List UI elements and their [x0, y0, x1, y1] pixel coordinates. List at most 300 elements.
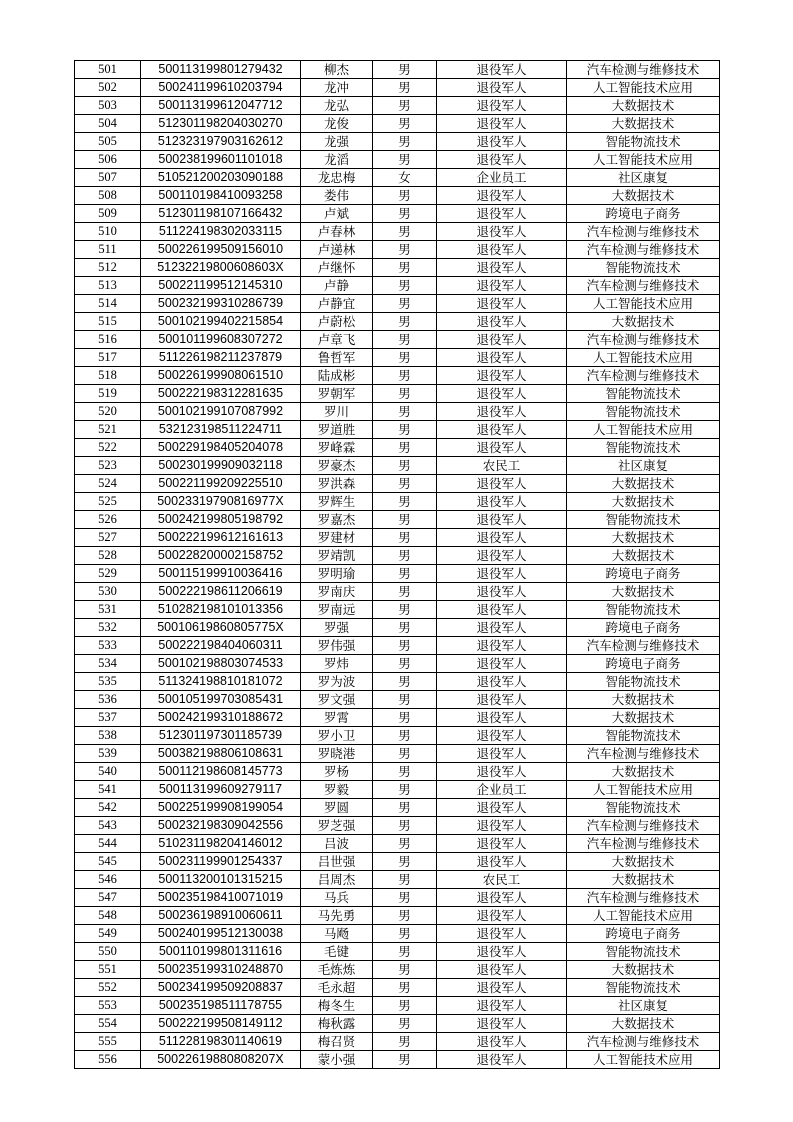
table-row: [75, 727, 720, 745]
table-row: [75, 187, 720, 205]
row-number-cell: 528: [75, 547, 141, 565]
table-row: [75, 673, 720, 691]
row-number-cell: 534: [75, 655, 141, 673]
major-cell: 大数据技术: [567, 709, 720, 727]
category-cell: 退役军人: [437, 1015, 567, 1033]
name-cell: 卢蔚松: [301, 313, 373, 331]
row-number-cell: 545: [75, 853, 141, 871]
id-number-cell: 500235199310248870: [141, 961, 301, 979]
category-cell: 退役军人: [437, 511, 567, 529]
row-number-cell: 533: [75, 637, 141, 655]
name-cell: 娄伟: [301, 187, 373, 205]
name-cell: 卢斌: [301, 205, 373, 223]
gender-cell: 男: [373, 655, 437, 673]
category-cell: 退役军人: [437, 673, 567, 691]
table-row: [75, 817, 720, 835]
gender-cell: 男: [373, 1015, 437, 1033]
row-number-cell: 532: [75, 619, 141, 637]
category-cell: 农民工: [437, 871, 567, 889]
major-cell: 跨境电子商务: [567, 655, 720, 673]
name-cell: 罗辉生: [301, 493, 373, 511]
major-cell: 社区康复: [567, 169, 720, 187]
id-number-cell: 51232219800608603X: [141, 259, 301, 277]
major-cell: 大数据技术: [567, 691, 720, 709]
major-cell: 大数据技术: [567, 313, 720, 331]
table-row: [75, 367, 720, 385]
name-cell: 龙冲: [301, 79, 373, 97]
name-cell: 罗靖凯: [301, 547, 373, 565]
row-number-cell: 535: [75, 673, 141, 691]
category-cell: 退役军人: [437, 1033, 567, 1051]
major-cell: 跨境电子商务: [567, 925, 720, 943]
name-cell: 毛永超: [301, 979, 373, 997]
table-row: [75, 241, 720, 259]
name-cell: 卢继怀: [301, 259, 373, 277]
major-cell: 智能物流技术: [567, 385, 720, 403]
id-number-cell: 500226199509156010: [141, 241, 301, 259]
name-cell: 罗伟强: [301, 637, 373, 655]
id-number-cell: 500232198309042556: [141, 817, 301, 835]
id-number-cell: 500236198910060611: [141, 907, 301, 925]
row-number-cell: 508: [75, 187, 141, 205]
id-number-cell: 500113199801279432: [141, 61, 301, 79]
name-cell: 罗霄: [301, 709, 373, 727]
gender-cell: 男: [373, 331, 437, 349]
id-number-cell: 511228198301140619: [141, 1033, 301, 1051]
category-cell: 退役军人: [437, 655, 567, 673]
major-cell: 汽车检测与维修技术: [567, 223, 720, 241]
category-cell: 退役军人: [437, 961, 567, 979]
name-cell: 龙俊: [301, 115, 373, 133]
name-cell: 罗道胜: [301, 421, 373, 439]
table-row: [75, 457, 720, 475]
id-number-cell: 500232199310286739: [141, 295, 301, 313]
id-number-cell: 512323197903162612: [141, 133, 301, 151]
major-cell: 大数据技术: [567, 961, 720, 979]
major-cell: 大数据技术: [567, 583, 720, 601]
id-number-cell: 500242199805198792: [141, 511, 301, 529]
row-number-cell: 548: [75, 907, 141, 925]
category-cell: 企业员工: [437, 169, 567, 187]
row-number-cell: 514: [75, 295, 141, 313]
table-row: [75, 349, 720, 367]
row-number-cell: 502: [75, 79, 141, 97]
name-cell: 罗为波: [301, 673, 373, 691]
gender-cell: 男: [373, 223, 437, 241]
major-cell: 汽车检测与维修技术: [567, 889, 720, 907]
row-number-cell: 543: [75, 817, 141, 835]
gender-cell: 男: [373, 403, 437, 421]
table-row: [75, 745, 720, 763]
row-number-cell: 520: [75, 403, 141, 421]
table-row: [75, 691, 720, 709]
table-row: [75, 331, 720, 349]
major-cell: 智能物流技术: [567, 601, 720, 619]
category-cell: 退役军人: [437, 295, 567, 313]
major-cell: 智能物流技术: [567, 673, 720, 691]
id-number-cell: 500110199801311616: [141, 943, 301, 961]
name-cell: 龙忠梅: [301, 169, 373, 187]
table-row: [75, 709, 720, 727]
major-cell: 智能物流技术: [567, 259, 720, 277]
row-number-cell: 526: [75, 511, 141, 529]
row-number-cell: 551: [75, 961, 141, 979]
gender-cell: 男: [373, 835, 437, 853]
table-row: [75, 277, 720, 295]
table-row: [75, 313, 720, 331]
id-number-cell: 500229198405204078: [141, 439, 301, 457]
major-cell: 大数据技术: [567, 493, 720, 511]
row-number-cell: 541: [75, 781, 141, 799]
row-number-cell: 515: [75, 313, 141, 331]
id-number-cell: 510231198204146012: [141, 835, 301, 853]
category-cell: 退役军人: [437, 583, 567, 601]
roster-table: [74, 60, 720, 1069]
id-number-cell: 500222199508149112: [141, 1015, 301, 1033]
row-number-cell: 525: [75, 493, 141, 511]
gender-cell: 男: [373, 583, 437, 601]
row-number-cell: 504: [75, 115, 141, 133]
gender-cell: 男: [373, 97, 437, 115]
row-number-cell: 519: [75, 385, 141, 403]
name-cell: 陆成彬: [301, 367, 373, 385]
category-cell: 退役军人: [437, 709, 567, 727]
row-number-cell: 538: [75, 727, 141, 745]
name-cell: 梅召贤: [301, 1033, 373, 1051]
gender-cell: 男: [373, 763, 437, 781]
id-number-cell: 500115199910036416: [141, 565, 301, 583]
name-cell: 罗杨: [301, 763, 373, 781]
id-number-cell: 500231199901254337: [141, 853, 301, 871]
row-number-cell: 513: [75, 277, 141, 295]
gender-cell: 男: [373, 601, 437, 619]
id-number-cell: 500240199512130038: [141, 925, 301, 943]
gender-cell: 男: [373, 457, 437, 475]
id-number-cell: 512301198204030270: [141, 115, 301, 133]
id-number-cell: 50023319790816977X: [141, 493, 301, 511]
row-number-cell: 523: [75, 457, 141, 475]
table-row: [75, 637, 720, 655]
category-cell: 退役军人: [437, 331, 567, 349]
gender-cell: 男: [373, 817, 437, 835]
major-cell: 人工智能技术应用: [567, 295, 720, 313]
id-number-cell: 500226199908061510: [141, 367, 301, 385]
gender-cell: 男: [373, 997, 437, 1015]
gender-cell: 男: [373, 925, 437, 943]
major-cell: 大数据技术: [567, 763, 720, 781]
name-cell: 龙滔: [301, 151, 373, 169]
major-cell: 智能物流技术: [567, 511, 720, 529]
major-cell: 大数据技术: [567, 475, 720, 493]
name-cell: 蒙小强: [301, 1051, 373, 1069]
gender-cell: 男: [373, 367, 437, 385]
name-cell: 梅冬生: [301, 997, 373, 1015]
id-number-cell: 500222199612161613: [141, 529, 301, 547]
major-cell: 大数据技术: [567, 187, 720, 205]
name-cell: 罗峰霖: [301, 439, 373, 457]
category-cell: 退役军人: [437, 763, 567, 781]
gender-cell: 男: [373, 313, 437, 331]
id-number-cell: 500222198312281635: [141, 385, 301, 403]
name-cell: 罗南庆: [301, 583, 373, 601]
category-cell: 退役军人: [437, 439, 567, 457]
row-number-cell: 555: [75, 1033, 141, 1051]
row-number-cell: 539: [75, 745, 141, 763]
table-row: [75, 493, 720, 511]
major-cell: 人工智能技术应用: [567, 907, 720, 925]
table-row: [75, 475, 720, 493]
category-cell: 退役军人: [437, 205, 567, 223]
category-cell: 退役军人: [437, 475, 567, 493]
category-cell: 退役军人: [437, 115, 567, 133]
gender-cell: 男: [373, 421, 437, 439]
table-row: [75, 889, 720, 907]
row-number-cell: 517: [75, 349, 141, 367]
major-cell: 人工智能技术应用: [567, 421, 720, 439]
gender-cell: 男: [373, 349, 437, 367]
gender-cell: 男: [373, 475, 437, 493]
category-cell: 退役军人: [437, 565, 567, 583]
id-number-cell: 500221199209225510: [141, 475, 301, 493]
category-cell: 退役军人: [437, 367, 567, 385]
name-cell: 吕波: [301, 835, 373, 853]
id-number-cell: 500105199703085431: [141, 691, 301, 709]
gender-cell: 男: [373, 745, 437, 763]
gender-cell: 男: [373, 511, 437, 529]
table-row: [75, 1051, 720, 1069]
row-number-cell: 524: [75, 475, 141, 493]
id-number-cell: 500241199610203794: [141, 79, 301, 97]
category-cell: 退役军人: [437, 61, 567, 79]
major-cell: 跨境电子商务: [567, 565, 720, 583]
category-cell: 退役军人: [437, 817, 567, 835]
table-row: [75, 565, 720, 583]
category-cell: 退役军人: [437, 259, 567, 277]
table-row: [75, 79, 720, 97]
category-cell: 退役军人: [437, 943, 567, 961]
name-cell: 罗毅: [301, 781, 373, 799]
row-number-cell: 529: [75, 565, 141, 583]
gender-cell: 男: [373, 133, 437, 151]
id-number-cell: 500228200002158752: [141, 547, 301, 565]
gender-cell: 男: [373, 889, 437, 907]
id-number-cell: 532123198511224711: [141, 421, 301, 439]
major-cell: 大数据技术: [567, 1015, 720, 1033]
name-cell: 毛炼炼: [301, 961, 373, 979]
major-cell: 智能物流技术: [567, 943, 720, 961]
id-number-cell: 50010619860805775X: [141, 619, 301, 637]
category-cell: 退役军人: [437, 835, 567, 853]
row-number-cell: 527: [75, 529, 141, 547]
gender-cell: 男: [373, 295, 437, 313]
category-cell: 退役军人: [437, 853, 567, 871]
major-cell: 汽车检测与维修技术: [567, 331, 720, 349]
gender-cell: 男: [373, 385, 437, 403]
table-row: [75, 97, 720, 115]
table-row: [75, 781, 720, 799]
table-row: [75, 133, 720, 151]
major-cell: 智能物流技术: [567, 403, 720, 421]
gender-cell: 男: [373, 907, 437, 925]
id-number-cell: 500222198611206619: [141, 583, 301, 601]
category-cell: 退役军人: [437, 799, 567, 817]
major-cell: 人工智能技术应用: [567, 1051, 720, 1069]
gender-cell: 男: [373, 799, 437, 817]
major-cell: 大数据技术: [567, 853, 720, 871]
category-cell: 退役军人: [437, 79, 567, 97]
table-row: [75, 151, 720, 169]
name-cell: 罗朝军: [301, 385, 373, 403]
category-cell: 农民工: [437, 457, 567, 475]
name-cell: 罗小卫: [301, 727, 373, 745]
category-cell: 退役军人: [437, 1051, 567, 1069]
row-number-cell: 556: [75, 1051, 141, 1069]
table-row: [75, 1015, 720, 1033]
name-cell: 罗南远: [301, 601, 373, 619]
gender-cell: 男: [373, 187, 437, 205]
gender-cell: 男: [373, 115, 437, 133]
gender-cell: 男: [373, 871, 437, 889]
gender-cell: 男: [373, 79, 437, 97]
table-row: [75, 943, 720, 961]
major-cell: 智能物流技术: [567, 727, 720, 745]
id-number-cell: 510282198101013356: [141, 601, 301, 619]
row-number-cell: 516: [75, 331, 141, 349]
major-cell: 大数据技术: [567, 97, 720, 115]
gender-cell: 男: [373, 673, 437, 691]
id-number-cell: 500235198410071019: [141, 889, 301, 907]
table-row: [75, 619, 720, 637]
major-cell: 汽车检测与维修技术: [567, 745, 720, 763]
gender-cell: 男: [373, 961, 437, 979]
major-cell: 汽车检测与维修技术: [567, 1033, 720, 1051]
category-cell: 退役军人: [437, 925, 567, 943]
row-number-cell: 544: [75, 835, 141, 853]
table-row: [75, 115, 720, 133]
major-cell: 汽车检测与维修技术: [567, 241, 720, 259]
major-cell: 汽车检测与维修技术: [567, 835, 720, 853]
row-number-cell: 540: [75, 763, 141, 781]
name-cell: 鲁哲军: [301, 349, 373, 367]
table-row: [75, 871, 720, 889]
table-row: [75, 169, 720, 187]
gender-cell: 男: [373, 61, 437, 79]
category-cell: 退役军人: [437, 151, 567, 169]
name-cell: 卢章飞: [301, 331, 373, 349]
major-cell: 人工智能技术应用: [567, 349, 720, 367]
table-row: [75, 853, 720, 871]
id-number-cell: 500222198404060311: [141, 637, 301, 655]
row-number-cell: 507: [75, 169, 141, 187]
major-cell: 智能物流技术: [567, 439, 720, 457]
gender-cell: 男: [373, 637, 437, 655]
major-cell: 社区康复: [567, 457, 720, 475]
id-number-cell: 500242199310188672: [141, 709, 301, 727]
major-cell: 社区康复: [567, 997, 720, 1015]
name-cell: 罗文强: [301, 691, 373, 709]
row-number-cell: 511: [75, 241, 141, 259]
gender-cell: 男: [373, 943, 437, 961]
gender-cell: 男: [373, 709, 437, 727]
category-cell: 退役军人: [437, 403, 567, 421]
table-row: [75, 799, 720, 817]
category-cell: 退役军人: [437, 601, 567, 619]
major-cell: 人工智能技术应用: [567, 781, 720, 799]
major-cell: 大数据技术: [567, 547, 720, 565]
gender-cell: 男: [373, 853, 437, 871]
id-number-cell: 500102198803074533: [141, 655, 301, 673]
table-row: [75, 997, 720, 1015]
id-number-cell: 500235198511178755: [141, 997, 301, 1015]
category-cell: 退役军人: [437, 691, 567, 709]
category-cell: 企业员工: [437, 781, 567, 799]
table-row: [75, 511, 720, 529]
table-row: [75, 403, 720, 421]
row-number-cell: 509: [75, 205, 141, 223]
gender-cell: 男: [373, 151, 437, 169]
category-cell: 退役军人: [437, 547, 567, 565]
gender-cell: 男: [373, 205, 437, 223]
id-number-cell: 500102199402215854: [141, 313, 301, 331]
row-number-cell: 549: [75, 925, 141, 943]
name-cell: 卢春林: [301, 223, 373, 241]
major-cell: 大数据技术: [567, 115, 720, 133]
gender-cell: 男: [373, 727, 437, 745]
category-cell: 退役军人: [437, 385, 567, 403]
major-cell: 人工智能技术应用: [567, 79, 720, 97]
id-number-cell: 500102199107087992: [141, 403, 301, 421]
table-row: [75, 439, 720, 457]
major-cell: 汽车检测与维修技术: [567, 277, 720, 295]
row-number-cell: 542: [75, 799, 141, 817]
row-number-cell: 546: [75, 871, 141, 889]
row-number-cell: 503: [75, 97, 141, 115]
gender-cell: 男: [373, 241, 437, 259]
name-cell: 罗圆: [301, 799, 373, 817]
id-number-cell: 512301198107166432: [141, 205, 301, 223]
row-number-cell: 553: [75, 997, 141, 1015]
gender-cell: 男: [373, 979, 437, 997]
name-cell: 吕世强: [301, 853, 373, 871]
id-number-cell: 500382198806108631: [141, 745, 301, 763]
category-cell: 退役军人: [437, 133, 567, 151]
major-cell: 汽车检测与维修技术: [567, 367, 720, 385]
category-cell: 退役军人: [437, 907, 567, 925]
name-cell: 龙强: [301, 133, 373, 151]
id-number-cell: 500221199512145310: [141, 277, 301, 295]
id-number-cell: 511224198302033115: [141, 223, 301, 241]
gender-cell: 女: [373, 169, 437, 187]
id-number-cell: 500234199509208837: [141, 979, 301, 997]
id-number-cell: 500113199612047712: [141, 97, 301, 115]
category-cell: 退役军人: [437, 637, 567, 655]
gender-cell: 男: [373, 277, 437, 295]
name-cell: 马先勇: [301, 907, 373, 925]
category-cell: 退役军人: [437, 889, 567, 907]
id-number-cell: 511226198211237879: [141, 349, 301, 367]
table-row: [75, 835, 720, 853]
table-row: [75, 601, 720, 619]
row-number-cell: 550: [75, 943, 141, 961]
table-row: [75, 655, 720, 673]
gender-cell: 男: [373, 691, 437, 709]
id-number-cell: 500110198410093258: [141, 187, 301, 205]
id-number-cell: 510521200203090188: [141, 169, 301, 187]
table-row: [75, 979, 720, 997]
table-row: [75, 583, 720, 601]
name-cell: 吕周杰: [301, 871, 373, 889]
name-cell: 卢静宜: [301, 295, 373, 313]
